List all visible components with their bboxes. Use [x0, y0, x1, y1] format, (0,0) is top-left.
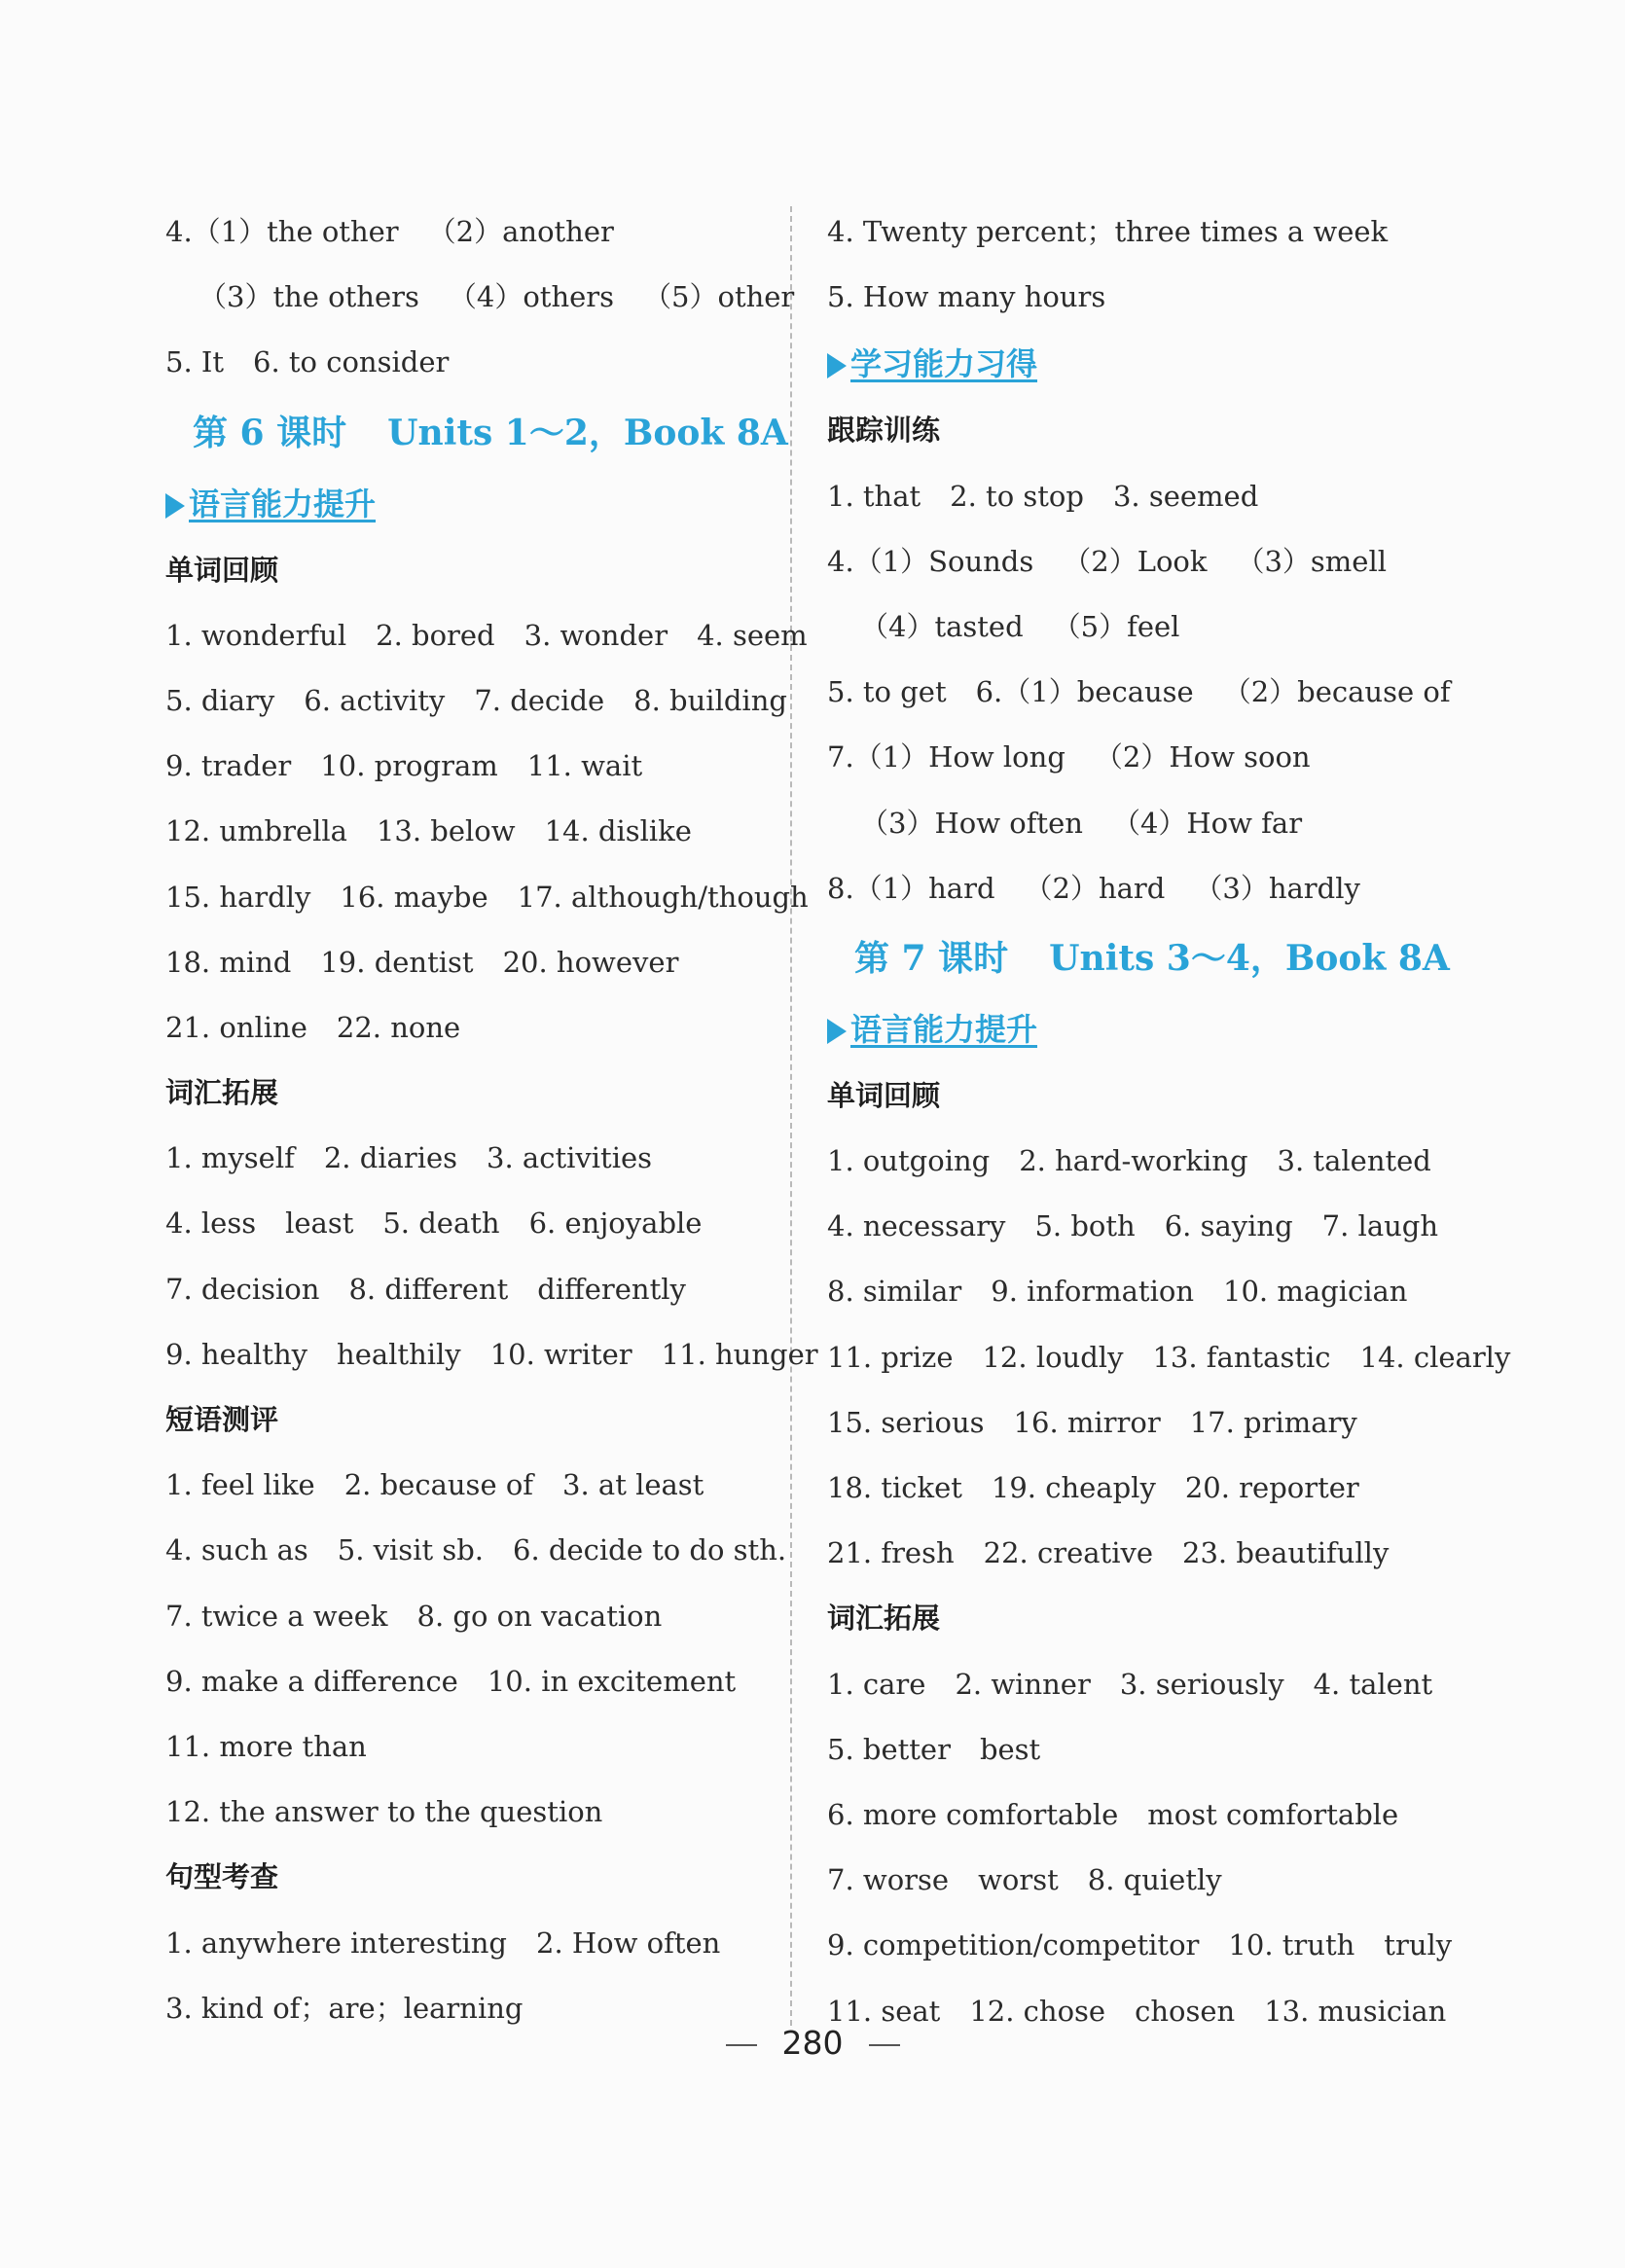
lesson-7-title [827, 921, 1469, 995]
answer-line [827, 1390, 1469, 1456]
answer-line [827, 1652, 1469, 1717]
answer-item: 9. competition/competitor [827, 1928, 1200, 1962]
answer-item: 2. because of [343, 1468, 534, 1502]
answer-item: 16. maybe [340, 880, 488, 914]
answer-item: 7.（1）How long [827, 740, 1065, 774]
lesson-units: Units 3～4，Book 8A [1049, 937, 1450, 979]
answer-line [827, 1913, 1469, 1978]
answer-item: 11. hunger [661, 1337, 818, 1371]
answer-item: worst [978, 1863, 1059, 1897]
answer-item: 6.（1）because [975, 675, 1194, 709]
answer-item: （2）another [427, 215, 614, 248]
answer-item: （3）hardly [1194, 871, 1360, 905]
answer-item: （2）How soon [1094, 740, 1311, 774]
answer-item: 5. diary [165, 683, 275, 717]
answer-item: 21. online [165, 1010, 307, 1044]
answer-line [827, 464, 1469, 529]
answer-item: 17. although/though [517, 880, 809, 914]
answer-line [827, 1521, 1469, 1586]
answer-item: 1. wonderful [165, 618, 347, 652]
answer-line [165, 265, 795, 330]
triangle-bullet-icon [827, 1019, 847, 1044]
answer-item: 15. hardly [165, 880, 311, 914]
answer-item: 4. talent [1313, 1667, 1433, 1701]
answer-item: 2. bored [376, 618, 495, 652]
footer-dash-right [869, 2044, 900, 2046]
answer-item: 14. dislike [544, 814, 692, 848]
answer-line [827, 1325, 1511, 1390]
page-footer [0, 2024, 1625, 2062]
answer-item: 2. hard-working [1019, 1144, 1248, 1178]
answer-item: 5. It [165, 345, 224, 379]
heading-vocabulary-expansion: 词汇拓展 [165, 1076, 279, 1110]
answer-item: 5. both [1034, 1209, 1136, 1243]
answer-item: 18. ticket [827, 1471, 962, 1504]
answer-line [165, 1714, 788, 1780]
answer-item: 10. program [320, 749, 498, 783]
answer-item: （3）the others [199, 280, 419, 314]
answer-item: 5. visit sb. [337, 1533, 485, 1567]
heading-word-review: 单词回顾 [165, 553, 279, 587]
answer-item: 1. feel like [165, 1468, 315, 1502]
answer-item: 11. seat [827, 1994, 941, 2028]
answer-line [165, 1780, 788, 1845]
answer-item: most comfortable [1147, 1797, 1399, 1831]
answer-item: 18. mind [165, 945, 292, 979]
lesson-number: 第 6 课时 [193, 412, 347, 453]
answer-line [165, 1584, 788, 1649]
answer-item: 3. activities [487, 1141, 653, 1175]
answer-line [165, 603, 808, 668]
answer-item: 3. kind of；are；learning [165, 1991, 524, 2025]
answer-item: 4.（1）Sounds [827, 544, 1034, 578]
triangle-bullet-icon [827, 353, 847, 378]
answer-line [165, 1191, 788, 1256]
answer-item: 11. wait [526, 749, 643, 783]
answer-line [165, 1453, 788, 1518]
answer-line [827, 791, 1469, 856]
heading-word-review: 单词回顾 [827, 1078, 941, 1112]
answer-item: （5）other [643, 280, 795, 314]
answer-item: 14. clearly [1359, 1340, 1511, 1374]
answer-item: 6. more comfortable [827, 1797, 1119, 1831]
answer-item: 6. enjoyable [528, 1206, 703, 1241]
answer-item: 22. none [336, 1010, 461, 1044]
answer-line [827, 1456, 1469, 1521]
answer-item: 8. building [633, 683, 787, 717]
section-language-ability: 语言能力提升 [165, 470, 788, 538]
answer-line [165, 1518, 788, 1583]
section-learning-ability: 学习能力习得 [827, 330, 1469, 398]
answer-line [165, 865, 809, 930]
answer-item: 3. at least [562, 1468, 704, 1502]
answer-line [165, 995, 788, 1061]
answer-line [827, 1782, 1469, 1848]
answer-item: 13. musician [1264, 1994, 1447, 2028]
answer-item: 2. to stop [950, 479, 1084, 513]
answer-line [827, 1848, 1469, 1913]
answer-item: 10. truth [1228, 1928, 1355, 1962]
answer-item: （4）tasted [860, 609, 1024, 643]
answer-item: 1. myself [165, 1141, 295, 1175]
answer-item: 3. talented [1277, 1144, 1431, 1178]
heading-sentence-pattern: 句型考查 [165, 1860, 279, 1894]
answer-line [827, 1259, 1469, 1324]
answer-item: 6. to consider [253, 345, 450, 379]
answer-item: 16. mirror [1013, 1405, 1161, 1439]
lesson-6-title [165, 396, 788, 470]
answer-item: 4. less [165, 1206, 257, 1241]
answer-item: 13. fantastic [1152, 1340, 1331, 1374]
answer-item: 21. fresh [827, 1536, 955, 1570]
answer-item: 4. such as [165, 1533, 308, 1567]
answer-line [827, 856, 1469, 921]
answer-item: 8. similar [827, 1275, 962, 1309]
answer-item: 20. however [502, 945, 679, 979]
answer-item: 6. activity [304, 683, 446, 717]
answer-item: （3）smell [1236, 544, 1387, 578]
answer-item: 9. trader [165, 749, 292, 783]
answer-item: 5. better [827, 1732, 951, 1766]
answer-item: 2. diaries [323, 1141, 458, 1175]
answer-line [827, 1194, 1469, 1259]
answer-item: （4）others [448, 280, 615, 314]
answer-item: （2）because of [1222, 675, 1451, 709]
answer-item: least [285, 1206, 354, 1241]
answer-item: （3）How often [860, 806, 1083, 840]
answer-line [827, 199, 1469, 265]
answer-item: 10. in excitement [487, 1664, 737, 1698]
right-column [827, 199, 1511, 2044]
answer-item: 19. dentist [320, 945, 474, 979]
answer-item: truly [1384, 1928, 1453, 1962]
answer-line [165, 199, 788, 265]
answer-item: 1. that [827, 479, 921, 513]
answer-item: 6. decide to do sth. [513, 1533, 787, 1567]
answer-item: 11. more than [165, 1729, 367, 1763]
answer-line [165, 1257, 788, 1322]
answer-item: healthily [337, 1337, 461, 1371]
answer-item: 12. loudly [982, 1340, 1124, 1374]
answer-item: 4. necessary [827, 1209, 1006, 1243]
answer-item: 4.（1）the other [165, 215, 399, 248]
heading-vocabulary-expansion: 词汇拓展 [827, 1602, 941, 1636]
answer-item: 10. magician [1223, 1275, 1408, 1309]
answer-item: 8. go on vacation [416, 1599, 663, 1633]
answer-item: 10. writer [489, 1337, 632, 1371]
answer-item: 4. Twenty percent；three times a week [827, 215, 1389, 248]
answer-item: 8. quietly [1087, 1863, 1222, 1897]
answer-item: 7. laugh [1321, 1209, 1439, 1243]
answer-item: 23. beautifully [1182, 1536, 1390, 1570]
answer-item: differently [537, 1272, 686, 1306]
footer-dash-left [726, 2044, 757, 2046]
answer-line [165, 1911, 788, 1976]
answer-line [165, 330, 788, 395]
answer-item: 7. decide [474, 683, 605, 717]
answer-line [165, 734, 788, 799]
answer-item: 13. below [376, 814, 516, 848]
answer-line [165, 1126, 788, 1191]
answer-line [165, 799, 788, 864]
answer-item: 17. primary [1189, 1405, 1357, 1439]
page-number: 280 [781, 2024, 844, 2062]
answer-item: 5. How many hours [827, 280, 1106, 314]
answer-item: 1. anywhere interesting [165, 1926, 507, 1960]
answer-item: 8. different [348, 1272, 509, 1306]
answer-item: 11. prize [827, 1340, 954, 1374]
answer-line [827, 529, 1469, 594]
answer-line [165, 668, 788, 734]
answer-item: 2. winner [955, 1667, 1091, 1701]
answer-line [165, 930, 788, 995]
answer-item: 5. to get [827, 675, 947, 709]
section-language-ability: 语言能力提升 [827, 995, 1469, 1063]
answer-item: 6. saying [1164, 1209, 1293, 1243]
answer-item: best [979, 1732, 1041, 1766]
answer-item: 7. decision [165, 1272, 320, 1306]
answer-item: 19. cheaply [991, 1471, 1156, 1504]
answer-item: 4. seem [697, 618, 808, 652]
answer-line [827, 660, 1469, 725]
answer-line [827, 1129, 1469, 1194]
left-column [165, 199, 818, 2041]
answer-item: chosen [1135, 1994, 1236, 2028]
answer-line [827, 265, 1469, 330]
answer-item: 20. reporter [1184, 1471, 1359, 1504]
triangle-bullet-icon [165, 493, 185, 519]
answer-item: 9. healthy [165, 1337, 308, 1371]
answer-item: 9. information [991, 1275, 1194, 1309]
answer-line [827, 594, 1469, 660]
answer-item: 5. death [382, 1206, 500, 1241]
answer-item: 2. How often [536, 1926, 721, 1960]
answer-item: 12. the answer to the question [165, 1795, 603, 1829]
answer-item: 12. chose [969, 1994, 1106, 2028]
answer-item: （2）hard [1024, 871, 1166, 905]
answer-line [165, 1649, 788, 1714]
answer-item: 1. outgoing [827, 1144, 991, 1178]
answer-item: 9. make a difference [165, 1664, 458, 1698]
lesson-units: Units 1～2，Book 8A [387, 412, 788, 453]
lesson-number: 第 7 课时 [854, 937, 1009, 979]
answer-item: 7. worse [827, 1863, 950, 1897]
answer-item: 22. creative [983, 1536, 1154, 1570]
answer-item: （5）feel [1052, 609, 1180, 643]
answer-item: 3. wonder [524, 618, 668, 652]
answer-item: （4）How far [1111, 806, 1303, 840]
heading-tracking-practice: 跟踪训练 [827, 414, 941, 448]
column-divider [790, 206, 792, 2026]
heading-phrase-test: 短语测评 [165, 1403, 279, 1436]
answer-item: 15. serious [827, 1405, 985, 1439]
answer-line [165, 1322, 818, 1387]
answer-item: 7. twice a week [165, 1599, 388, 1633]
answer-item: （2）Look [1063, 544, 1208, 578]
answer-item: 3. seriously [1119, 1667, 1284, 1701]
answer-line [827, 1717, 1469, 1782]
answer-line [827, 725, 1469, 790]
answer-item: 3. seemed [1112, 479, 1259, 513]
answer-item: 1. care [827, 1667, 926, 1701]
answer-item: 8.（1）hard [827, 871, 995, 905]
answer-item: 12. umbrella [165, 814, 347, 848]
